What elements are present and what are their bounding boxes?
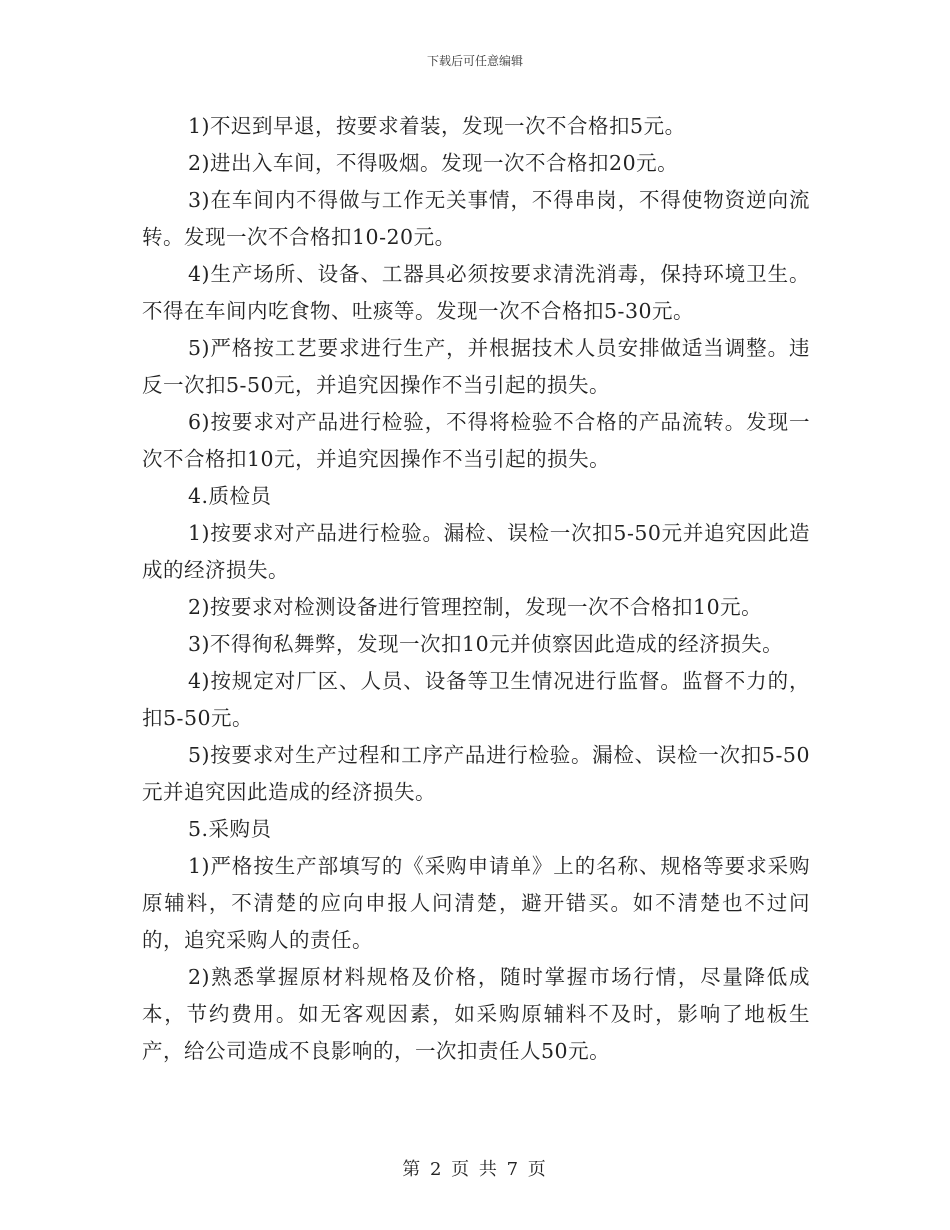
- section-heading: 5.采购员: [188, 817, 272, 841]
- paragraph: 2)按要求对检测设备进行管理控制，发现一次不合格扣10元。: [188, 595, 763, 619]
- paragraph: 2)进出入车间，不得吸烟。发现一次不合格扣20元。: [188, 151, 679, 175]
- paragraph: 5)严格按工艺要求进行生产，并根据技术人员安排做适当调整。违反一次扣5-50元，并追究因操作不当引起的损失。: [142, 336, 810, 397]
- paragraph: 1)按要求对产品进行检验。漏检、误检一次扣5-50元并追究因此造成的经济损失。: [142, 521, 810, 582]
- document-body: [142, 108, 810, 1070]
- paragraph: 3)不得徇私舞弊，发现一次扣10元并侦察因此造成的经济损失。: [188, 632, 784, 656]
- paragraph: 1)严格按生产部填写的《采购申请单》上的名称、规格等要求采购原辅料，不清楚的应向申报人问清楚，避开错买。如不清楚也不过问的，追究采购人的责任。: [142, 854, 810, 952]
- paragraph: 2)熟悉掌握原材料规格及价格，随时掌握市场行情，尽量降低成本，节约费用。如无客观因素，如采购原辅料不及时，影响了地板生产，给公司造成不良影响的，一次扣责任人50元。: [142, 965, 810, 1063]
- paragraph: 3)在车间内不得做与工作无关事情，不得串岗，不得使物资逆向流转。发现一次不合格扣10-20元。: [142, 188, 810, 249]
- page-number-footer: 第 2 页 共 7 页: [402, 1159, 548, 1180]
- paragraph: 1)不迟到早退，按要求着装，发现一次不合格扣5元。: [188, 114, 686, 138]
- page-header: 下载后可任意编辑: [426, 54, 523, 68]
- paragraph: 4)生产场所、设备、工器具必须按要求清洗消毒，保持环境卫生。不得在车间内吃食物、吐痰等。发现一次不合格扣5-30元。: [142, 262, 810, 323]
- paragraph: 4)按规定对厂区、人员、设备等卫生情况进行监督。监督不力的，扣5-50元。: [142, 669, 810, 730]
- paragraph: 6)按要求对产品进行检验，不得将检验不合格的产品流转。发现一次不合格扣10元，并追究因操作不当引起的损失。: [142, 410, 810, 471]
- paragraph: 5)按要求对生产过程和工序产品进行检验。漏检、误检一次扣5-50元并追究因此造成的经济损失。: [142, 743, 810, 804]
- section-heading: 4.质检员: [188, 484, 272, 508]
